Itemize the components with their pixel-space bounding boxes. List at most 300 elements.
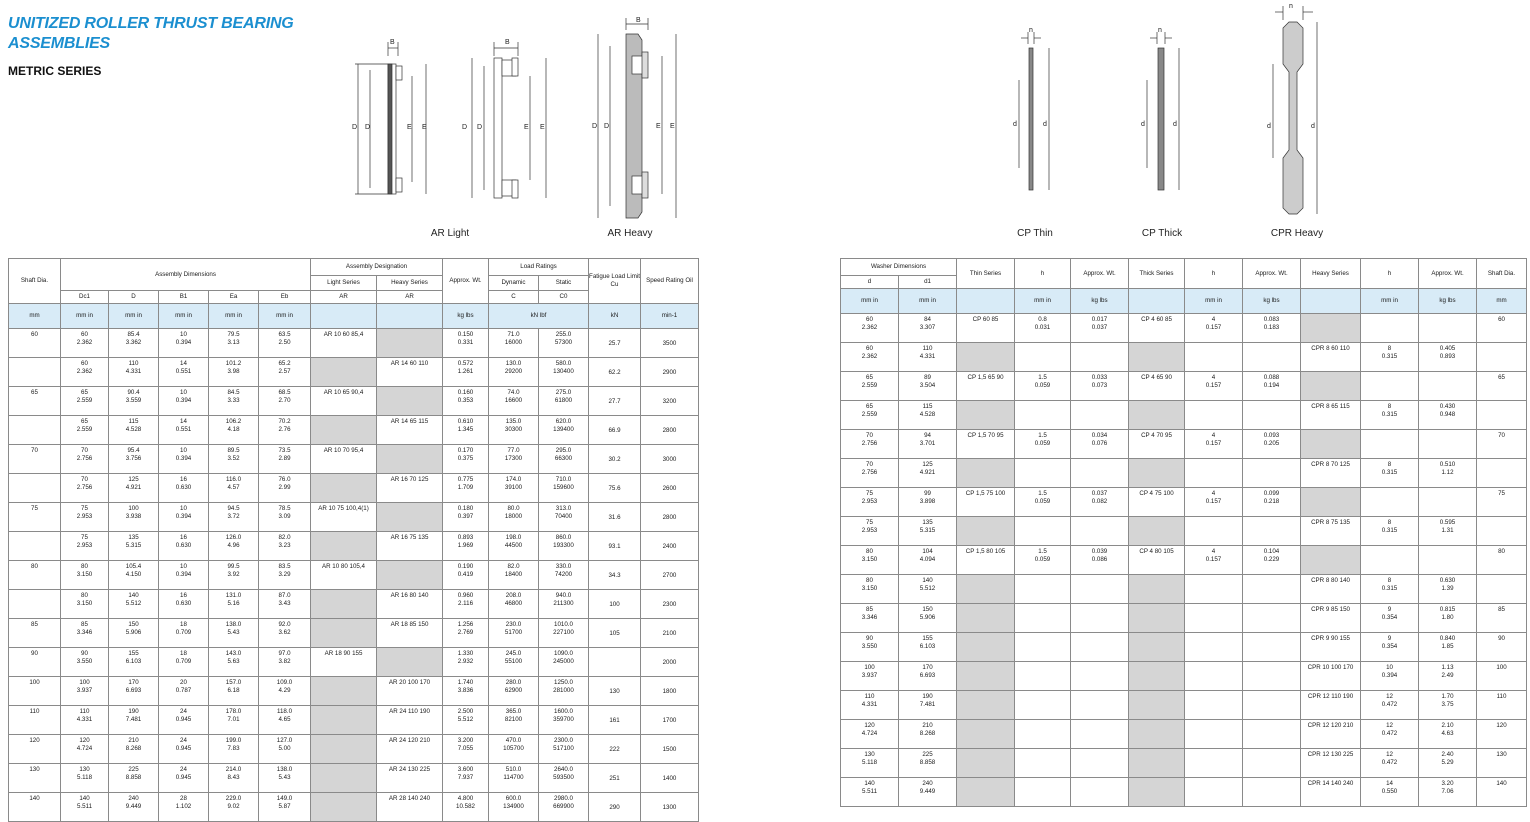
ea-cell: 143.0 5.63 [209, 648, 259, 677]
thin-wt-cell [1071, 778, 1129, 807]
fatigue-cell: 290 [589, 793, 641, 822]
heavy-series-cell [1301, 372, 1361, 401]
shaft-cell: 90 [9, 648, 61, 677]
light-series-cell [311, 532, 377, 561]
ar-heavy-drawing [590, 16, 690, 221]
ea-cell: 131.0 5.16 [209, 590, 259, 619]
light-series-cell: AR 10 70 95,4 [311, 445, 377, 474]
b1-cell: 18 0.709 [159, 648, 209, 677]
svg-text:E: E [524, 124, 529, 131]
col-shaft-right: Shaft Dia. [1477, 259, 1527, 289]
table-row [9, 735, 699, 764]
col-thick-series: Thick Series [1129, 259, 1185, 289]
thick-wt-cell: 0.104 0.229 [1243, 546, 1301, 575]
washer-d-cell: 80 3.150 [841, 546, 899, 575]
washer-d-cell: 130 5.118 [841, 749, 899, 778]
table-row [9, 590, 699, 619]
thin-series-cell [957, 749, 1015, 778]
d-cell: 115 4.528 [109, 416, 159, 445]
cp-thick-drawing [1135, 28, 1195, 198]
thick-h-cell: 4 0.157 [1185, 546, 1243, 575]
thin-wt-cell [1071, 633, 1129, 662]
shaft-cell: 60 [1477, 314, 1527, 343]
heavy-series-cell: AR 20 100 170 [377, 677, 443, 706]
washer-d1-cell: 110 4.331 [899, 343, 957, 372]
thin-series-cell: CP 1,5 65 90 [957, 372, 1015, 401]
col-approx-wt: Approx. Wt. [443, 259, 489, 304]
fatigue-cell: 75.6 [589, 474, 641, 503]
thick-series-cell: CP 4 60 85 [1129, 314, 1185, 343]
d-cell: 240 9.449 [109, 793, 159, 822]
svg-text:E: E [670, 123, 675, 130]
d-cell: 150 5.906 [109, 619, 159, 648]
table-row [841, 546, 1527, 575]
light-series-cell: AR 10 60 85,4 [311, 329, 377, 358]
thin-h-cell [1015, 662, 1071, 691]
thin-h-cell: 1.5 0.059 [1015, 546, 1071, 575]
heavy-series-cell [377, 503, 443, 532]
shaft-cell: 60 [9, 329, 61, 358]
thick-series-cell [1129, 720, 1185, 749]
shaft-cell: 75 [9, 503, 61, 532]
weight-cell: 0.160 0.353 [443, 387, 489, 416]
thin-series-cell [957, 720, 1015, 749]
heavy-series-cell [1301, 488, 1361, 517]
heavy-wt-cell: 0.815 1.80 [1419, 604, 1477, 633]
thin-h-cell [1015, 575, 1071, 604]
heavy-series-cell: AR 24 120 210 [377, 735, 443, 764]
static-load-cell: 2980.0 669900 [539, 793, 589, 822]
b1-cell: 20 0.787 [159, 677, 209, 706]
shaft-cell: 140 [9, 793, 61, 822]
table-row [841, 691, 1527, 720]
col-thin-series: Thin Series [957, 259, 1015, 289]
col-thin-wt: Approx. Wt. [1071, 259, 1129, 289]
table-row [841, 633, 1527, 662]
thin-h-cell [1015, 343, 1071, 372]
dynamic-load-cell: 365.0 82100 [489, 706, 539, 735]
table-row [841, 401, 1527, 430]
dynamic-load-cell: 208.0 46800 [489, 590, 539, 619]
heavy-wt-cell [1419, 488, 1477, 517]
thick-h-cell: 4 0.157 [1185, 430, 1243, 459]
light-series-cell [311, 358, 377, 387]
thick-h-cell [1185, 575, 1243, 604]
dynamic-load-cell: 470.0 105700 [489, 735, 539, 764]
thick-wt-cell [1243, 749, 1301, 778]
shaft-cell [9, 416, 61, 445]
thin-h-cell [1015, 691, 1071, 720]
thick-wt-cell [1243, 575, 1301, 604]
weight-cell: 0.572 1.261 [443, 358, 489, 387]
dynamic-load-cell: 245.0 55100 [489, 648, 539, 677]
heavy-h-cell: 8 0.315 [1361, 517, 1419, 546]
thin-h-cell: 1.5 0.059 [1015, 430, 1071, 459]
thin-series-cell [957, 778, 1015, 807]
thin-wt-cell: 0.039 0.086 [1071, 546, 1129, 575]
thick-h-cell [1185, 720, 1243, 749]
dynamic-load-cell: 80.0 18000 [489, 503, 539, 532]
heavy-wt-cell [1419, 430, 1477, 459]
washer-d1-cell: 135 5.315 [899, 517, 957, 546]
heavy-wt-cell: 0.510 1.12 [1419, 459, 1477, 488]
thick-series-cell [1129, 517, 1185, 546]
caption-ar-heavy: AR Heavy [607, 228, 653, 239]
eb-cell: 138.0 5.43 [259, 764, 311, 793]
heavy-series-cell: CPR 9 90 155 [1301, 633, 1361, 662]
dc1-cell: 140 5.511 [61, 793, 109, 822]
thick-h-cell: 4 0.157 [1185, 314, 1243, 343]
heavy-series-cell: AR 14 60 110 [377, 358, 443, 387]
ar-table-body [9, 329, 699, 822]
shaft-cell: 80 [9, 561, 61, 590]
col-ar-heavy: AR [377, 291, 443, 304]
thick-h-cell [1185, 459, 1243, 488]
thin-wt-cell: 0.037 0.082 [1071, 488, 1129, 517]
col-d: D [109, 291, 159, 304]
svg-text:h: h [1158, 28, 1162, 34]
thick-series-cell: CP 4 65 90 [1129, 372, 1185, 401]
washer-d-cell: 80 3.150 [841, 575, 899, 604]
dynamic-load-cell: 82.0 18400 [489, 561, 539, 590]
thick-wt-cell: 0.083 0.183 [1243, 314, 1301, 343]
washer-d1-cell: 150 5.906 [899, 604, 957, 633]
b1-cell: 16 0.630 [159, 532, 209, 561]
dc1-cell: 65 2.559 [61, 416, 109, 445]
weight-cell: 0.610 1.345 [443, 416, 489, 445]
eb-cell: 83.5 3.29 [259, 561, 311, 590]
fatigue-cell [589, 648, 641, 677]
thick-series-cell [1129, 749, 1185, 778]
thick-series-cell [1129, 343, 1185, 372]
heavy-h-cell [1361, 314, 1419, 343]
light-series-cell: AR 10 65 90,4 [311, 387, 377, 416]
b1-cell: 18 0.709 [159, 619, 209, 648]
col-ea: Ea [209, 291, 259, 304]
thick-h-cell [1185, 401, 1243, 430]
dc1-cell: 80 3.150 [61, 561, 109, 590]
d-cell: 155 6.103 [109, 648, 159, 677]
thin-series-cell [957, 401, 1015, 430]
washer-d-cell: 100 3.937 [841, 662, 899, 691]
col-heavy-wt: Approx. Wt. [1419, 259, 1477, 289]
washer-d1-cell: 140 5.512 [899, 575, 957, 604]
thick-h-cell [1185, 633, 1243, 662]
washer-d1-cell: 155 6.103 [899, 633, 957, 662]
thin-h-cell: 0.8 0.031 [1015, 314, 1071, 343]
eb-cell: 92.0 3.62 [259, 619, 311, 648]
svg-text:E: E [540, 124, 545, 131]
washer-d-cell: 65 2.559 [841, 401, 899, 430]
shaft-cell [1477, 517, 1527, 546]
heavy-h-cell: 12 0.472 [1361, 691, 1419, 720]
ea-cell: 84.5 3.33 [209, 387, 259, 416]
table-row [841, 517, 1527, 546]
dynamic-load-cell: 77.0 17300 [489, 445, 539, 474]
weight-cell: 0.190 0.419 [443, 561, 489, 590]
heavy-series-cell: AR 24 110 190 [377, 706, 443, 735]
heavy-series-cell [1301, 546, 1361, 575]
shaft-cell: 130 [1477, 749, 1527, 778]
heavy-series-cell: CPR 12 130 225 [1301, 749, 1361, 778]
dc1-cell: 75 2.953 [61, 532, 109, 561]
fatigue-cell: 27.7 [589, 387, 641, 416]
shaft-cell [1477, 459, 1527, 488]
speed-cell: 2400 [641, 532, 699, 561]
light-series-cell [311, 706, 377, 735]
table-row [9, 358, 699, 387]
static-load-cell: 313.0 70400 [539, 503, 589, 532]
static-load-cell: 295.0 66300 [539, 445, 589, 474]
d-cell: 90.4 3.559 [109, 387, 159, 416]
eb-cell: 70.2 2.76 [259, 416, 311, 445]
thin-series-cell: CP 1,5 80 105 [957, 546, 1015, 575]
static-load-cell: 2640.0 593500 [539, 764, 589, 793]
heavy-series-cell [377, 387, 443, 416]
d-cell: 225 8.858 [109, 764, 159, 793]
washer-d1-cell: 84 3.307 [899, 314, 957, 343]
thin-wt-cell [1071, 749, 1129, 778]
dynamic-load-cell: 198.0 44500 [489, 532, 539, 561]
table-row [9, 503, 699, 532]
dc1-cell: 70 2.756 [61, 474, 109, 503]
speed-cell: 3500 [641, 329, 699, 358]
eb-cell: 63.5 2.50 [259, 329, 311, 358]
ea-cell: 106.2 4.18 [209, 416, 259, 445]
col-assembly-designation: Assembly Designation [311, 259, 443, 276]
speed-cell: 1700 [641, 706, 699, 735]
svg-text:d: d [1141, 121, 1145, 128]
light-series-cell [311, 735, 377, 764]
fatigue-cell: 105 [589, 619, 641, 648]
thick-series-cell: CP 4 80 105 [1129, 546, 1185, 575]
col-eb: Eb [259, 291, 311, 304]
static-load-cell: 2300.0 517100 [539, 735, 589, 764]
table-row [9, 445, 699, 474]
table-row [9, 416, 699, 445]
heavy-series-cell: CPR 9 85 150 [1301, 604, 1361, 633]
static-load-cell: 1250.0 281000 [539, 677, 589, 706]
eb-cell: 65.2 2.57 [259, 358, 311, 387]
dc1-cell: 120 4.724 [61, 735, 109, 764]
heavy-series-cell: CPR 8 70 125 [1301, 459, 1361, 488]
thick-wt-cell [1243, 604, 1301, 633]
washer-d-cell: 60 2.362 [841, 343, 899, 372]
b1-cell: 10 0.394 [159, 387, 209, 416]
col-dynamic: Dynamic [489, 276, 539, 291]
table-row [841, 314, 1527, 343]
table-row [9, 706, 699, 735]
heavy-h-cell [1361, 488, 1419, 517]
fatigue-cell: 66.9 [589, 416, 641, 445]
col-c0: C0 [539, 291, 589, 304]
heavy-series-cell: AR 16 75 135 [377, 532, 443, 561]
fatigue-cell: 100 [589, 590, 641, 619]
thin-wt-cell [1071, 662, 1129, 691]
b1-label: B [390, 39, 395, 46]
dynamic-load-cell: 510.0 114700 [489, 764, 539, 793]
washer-d1-cell: 89 3.504 [899, 372, 957, 401]
b1-cell: 24 0.945 [159, 735, 209, 764]
heavy-series-cell: CPR 12 120 210 [1301, 720, 1361, 749]
dc1-cell: 100 3.937 [61, 677, 109, 706]
thin-h-cell [1015, 778, 1071, 807]
thick-wt-cell [1243, 662, 1301, 691]
svg-text:D: D [352, 124, 358, 131]
thin-series-cell [957, 343, 1015, 372]
shaft-cell [9, 590, 61, 619]
thick-h-cell [1185, 778, 1243, 807]
thin-series-cell [957, 575, 1015, 604]
heavy-wt-cell: 0.630 1.39 [1419, 575, 1477, 604]
speed-cell: 2000 [641, 648, 699, 677]
thin-h-cell: 1.5 0.059 [1015, 372, 1071, 401]
ar-light-drawing [350, 36, 440, 206]
d-cell: 125 4.921 [109, 474, 159, 503]
fatigue-cell: 30.2 [589, 445, 641, 474]
weight-cell: 0.960 2.116 [443, 590, 489, 619]
dc1-cell: 75 2.953 [61, 503, 109, 532]
washer-d-cell: 110 4.331 [841, 691, 899, 720]
col-static: Static [539, 276, 589, 291]
svg-text:d: d [1043, 121, 1047, 128]
dc1-cell: 130 5.118 [61, 764, 109, 793]
table-row [841, 343, 1527, 372]
b1-cell: 24 0.945 [159, 706, 209, 735]
thin-wt-cell: 0.033 0.073 [1071, 372, 1129, 401]
heavy-series-cell: AR 16 80 140 [377, 590, 443, 619]
weight-cell: 3.200 7.055 [443, 735, 489, 764]
fatigue-cell: 62.2 [589, 358, 641, 387]
heavy-series-cell: CPR 10 100 170 [1301, 662, 1361, 691]
col-thin-h: h [1015, 259, 1071, 289]
col-heavy-series: Heavy Series [377, 276, 443, 291]
b1-cell: 10 0.394 [159, 329, 209, 358]
weight-cell: 2.500 5.512 [443, 706, 489, 735]
heavy-wt-cell: 2.10 4.63 [1419, 720, 1477, 749]
d-cell: 140 5.512 [109, 590, 159, 619]
svg-text:D: D [592, 123, 598, 130]
speed-cell: 2300 [641, 590, 699, 619]
shaft-cell [9, 474, 61, 503]
thick-series-cell [1129, 401, 1185, 430]
ea-cell: 214.0 8.43 [209, 764, 259, 793]
thin-wt-cell [1071, 401, 1129, 430]
thick-h-cell [1185, 604, 1243, 633]
static-load-cell: 1010.0 227100 [539, 619, 589, 648]
page-subtitle: METRIC SERIES [8, 64, 102, 78]
static-load-cell: 330.0 74200 [539, 561, 589, 590]
ea-cell: 157.0 6.18 [209, 677, 259, 706]
col-thick-h: h [1185, 259, 1243, 289]
b1-cell: 28 1.102 [159, 793, 209, 822]
heavy-series-cell: AR 24 130 225 [377, 764, 443, 793]
washer-d1-cell: 210 8.268 [899, 720, 957, 749]
shaft-cell: 85 [1477, 604, 1527, 633]
heavy-series-cell: CPR 8 75 135 [1301, 517, 1361, 546]
b1-cell: 14 0.551 [159, 416, 209, 445]
b1-cell: 10 0.394 [159, 445, 209, 474]
light-series-cell [311, 793, 377, 822]
heavy-wt-cell: 3.20 7.06 [1419, 778, 1477, 807]
fatigue-cell: 251 [589, 764, 641, 793]
static-load-cell: 710.0 159600 [539, 474, 589, 503]
speed-cell: 2600 [641, 474, 699, 503]
heavy-series-cell: AR 28 140 240 [377, 793, 443, 822]
washer-d-cell: 75 2.953 [841, 488, 899, 517]
heavy-h-cell: 12 0.472 [1361, 720, 1419, 749]
thin-series-cell [957, 662, 1015, 691]
dc1-cell: 85 3.346 [61, 619, 109, 648]
eb-cell: 118.0 4.65 [259, 706, 311, 735]
heavy-series-cell [377, 561, 443, 590]
washer-d-cell: 90 3.550 [841, 633, 899, 662]
thin-h-cell [1015, 749, 1071, 778]
thick-wt-cell: 0.099 0.218 [1243, 488, 1301, 517]
light-series-cell [311, 590, 377, 619]
svg-text:d: d [1267, 123, 1271, 130]
shaft-cell: 80 [1477, 546, 1527, 575]
thin-wt-cell [1071, 343, 1129, 372]
d-cell: 85.4 3.362 [109, 329, 159, 358]
eb-cell: 78.5 3.09 [259, 503, 311, 532]
col-light-series: Light Series [311, 276, 377, 291]
thin-wt-cell [1071, 517, 1129, 546]
thick-wt-cell [1243, 691, 1301, 720]
thin-h-cell: 1.5 0.059 [1015, 488, 1071, 517]
thick-wt-cell [1243, 720, 1301, 749]
b1-cell: 16 0.630 [159, 474, 209, 503]
caption-cpr-heavy: CPR Heavy [1270, 228, 1324, 239]
cpr-heavy-drawing [1255, 4, 1335, 218]
ea-cell: 101.2 3.98 [209, 358, 259, 387]
washer-d-cell: 85 3.346 [841, 604, 899, 633]
thick-h-cell [1185, 691, 1243, 720]
dynamic-load-cell: 74.0 16600 [489, 387, 539, 416]
svg-text:D: D [365, 124, 371, 131]
thick-series-cell: CP 4 75 100 [1129, 488, 1185, 517]
d-cell: 135 5.315 [109, 532, 159, 561]
thin-series-cell [957, 459, 1015, 488]
shaft-cell: 90 [1477, 633, 1527, 662]
heavy-series-cell: CPR 14 140 240 [1301, 778, 1361, 807]
heavy-wt-cell: 0.595 1.31 [1419, 517, 1477, 546]
eb-cell: 127.0 5.00 [259, 735, 311, 764]
dynamic-load-cell: 280.0 62900 [489, 677, 539, 706]
table-row [841, 459, 1527, 488]
d-cell: 170 6.693 [109, 677, 159, 706]
static-load-cell: 580.0 130400 [539, 358, 589, 387]
svg-text:E: E [422, 124, 427, 131]
speed-cell: 2800 [641, 503, 699, 532]
svg-text:h: h [1289, 4, 1293, 10]
washer-d1-cell: 94 3.701 [899, 430, 957, 459]
washer-d1-cell: 190 7.481 [899, 691, 957, 720]
static-load-cell: 860.0 193300 [539, 532, 589, 561]
static-load-cell: 1600.0 359700 [539, 706, 589, 735]
shaft-cell [1477, 343, 1527, 372]
light-series-cell [311, 416, 377, 445]
dynamic-load-cell: 600.0 134900 [489, 793, 539, 822]
thick-wt-cell [1243, 401, 1301, 430]
heavy-series-cell [1301, 430, 1361, 459]
dynamic-load-cell: 130.0 29200 [489, 358, 539, 387]
weight-cell: 0.180 0.397 [443, 503, 489, 532]
heavy-h-cell: 14 0.550 [1361, 778, 1419, 807]
dynamic-load-cell: 174.0 39100 [489, 474, 539, 503]
svg-text:d: d [1013, 121, 1017, 128]
svg-text:d: d [1173, 121, 1177, 128]
